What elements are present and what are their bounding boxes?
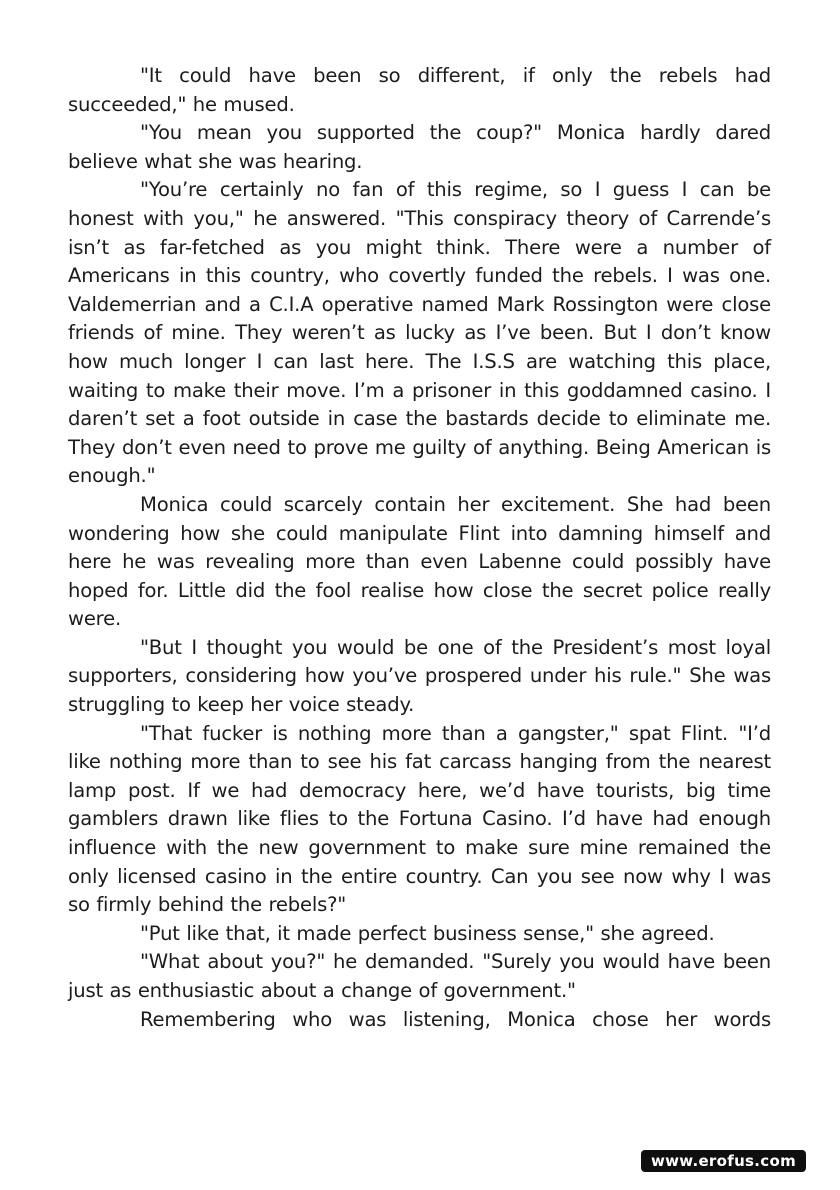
paragraph: Remembering who was listening, Monica chose her words bbox=[140, 1007, 771, 1031]
watermark-badge: www.erofus.com bbox=[641, 1150, 806, 1172]
paragraph: "Put like that, it made perfect business sense," she agreed. bbox=[140, 921, 715, 945]
paragraph: "It could have been so different, if only the rebels had succeeded," he mused. bbox=[68, 64, 771, 116]
paragraph: Monica could scarcely contain her excitement. She had been wondering how she could manipulate Flint into damning himself and here he was revealing more than even Labenne could possibly have hoped for. Little did the fool realise how close the secret police really were. bbox=[68, 492, 771, 631]
paragraph: "What about you?" he demanded. "Surely you would have been just as enthusiastic about a change of government." bbox=[68, 950, 771, 1002]
paragraph: "You mean you supported the coup?" Monica hardly dared believe what she was hearing. bbox=[68, 121, 771, 173]
paragraph: "You’re certainly no fan of this regime, so I guess I can be honest with you," he answered. "This conspiracy theory of Carrende’s isn’t as far-fetched as you might think. There were a number of Americans in this country, who covertly funded the rebels. I was one. Valdemerrian and a C.I.A operative named Mark Rossington were close friends of mine. They weren’t as lucky as I’ve been. But I don’t know how much longer I can last here. The I.S.S are watching this place, waiting to make their move. I’m a prisoner in this goddamned casino. I daren’t set a foot outside in case the bastards decide to eliminate me. They don’t even need to prove me guilty of anything. Being American is enough." bbox=[68, 178, 771, 488]
paragraph: "But I thought you would be one of the President’s most loyal supporters, considering how you’ve prospered under his rule." She was struggling to keep her voice steady. bbox=[68, 635, 771, 717]
page-body bbox=[68, 62, 771, 1034]
paragraph: "That fucker is nothing more than a gangster," spat Flint. "I’d like nothing more than to see his fat carcass hanging from the nearest lamp post. If we had democracy here, we’d have tourists, big time gamblers drawn like flies to the Fortuna Casino. I’d have had enough influence with the new government to make sure mine remained the only licensed casino in the entire country. Can you see now why I was so firmly behind the rebels?" bbox=[68, 721, 771, 917]
